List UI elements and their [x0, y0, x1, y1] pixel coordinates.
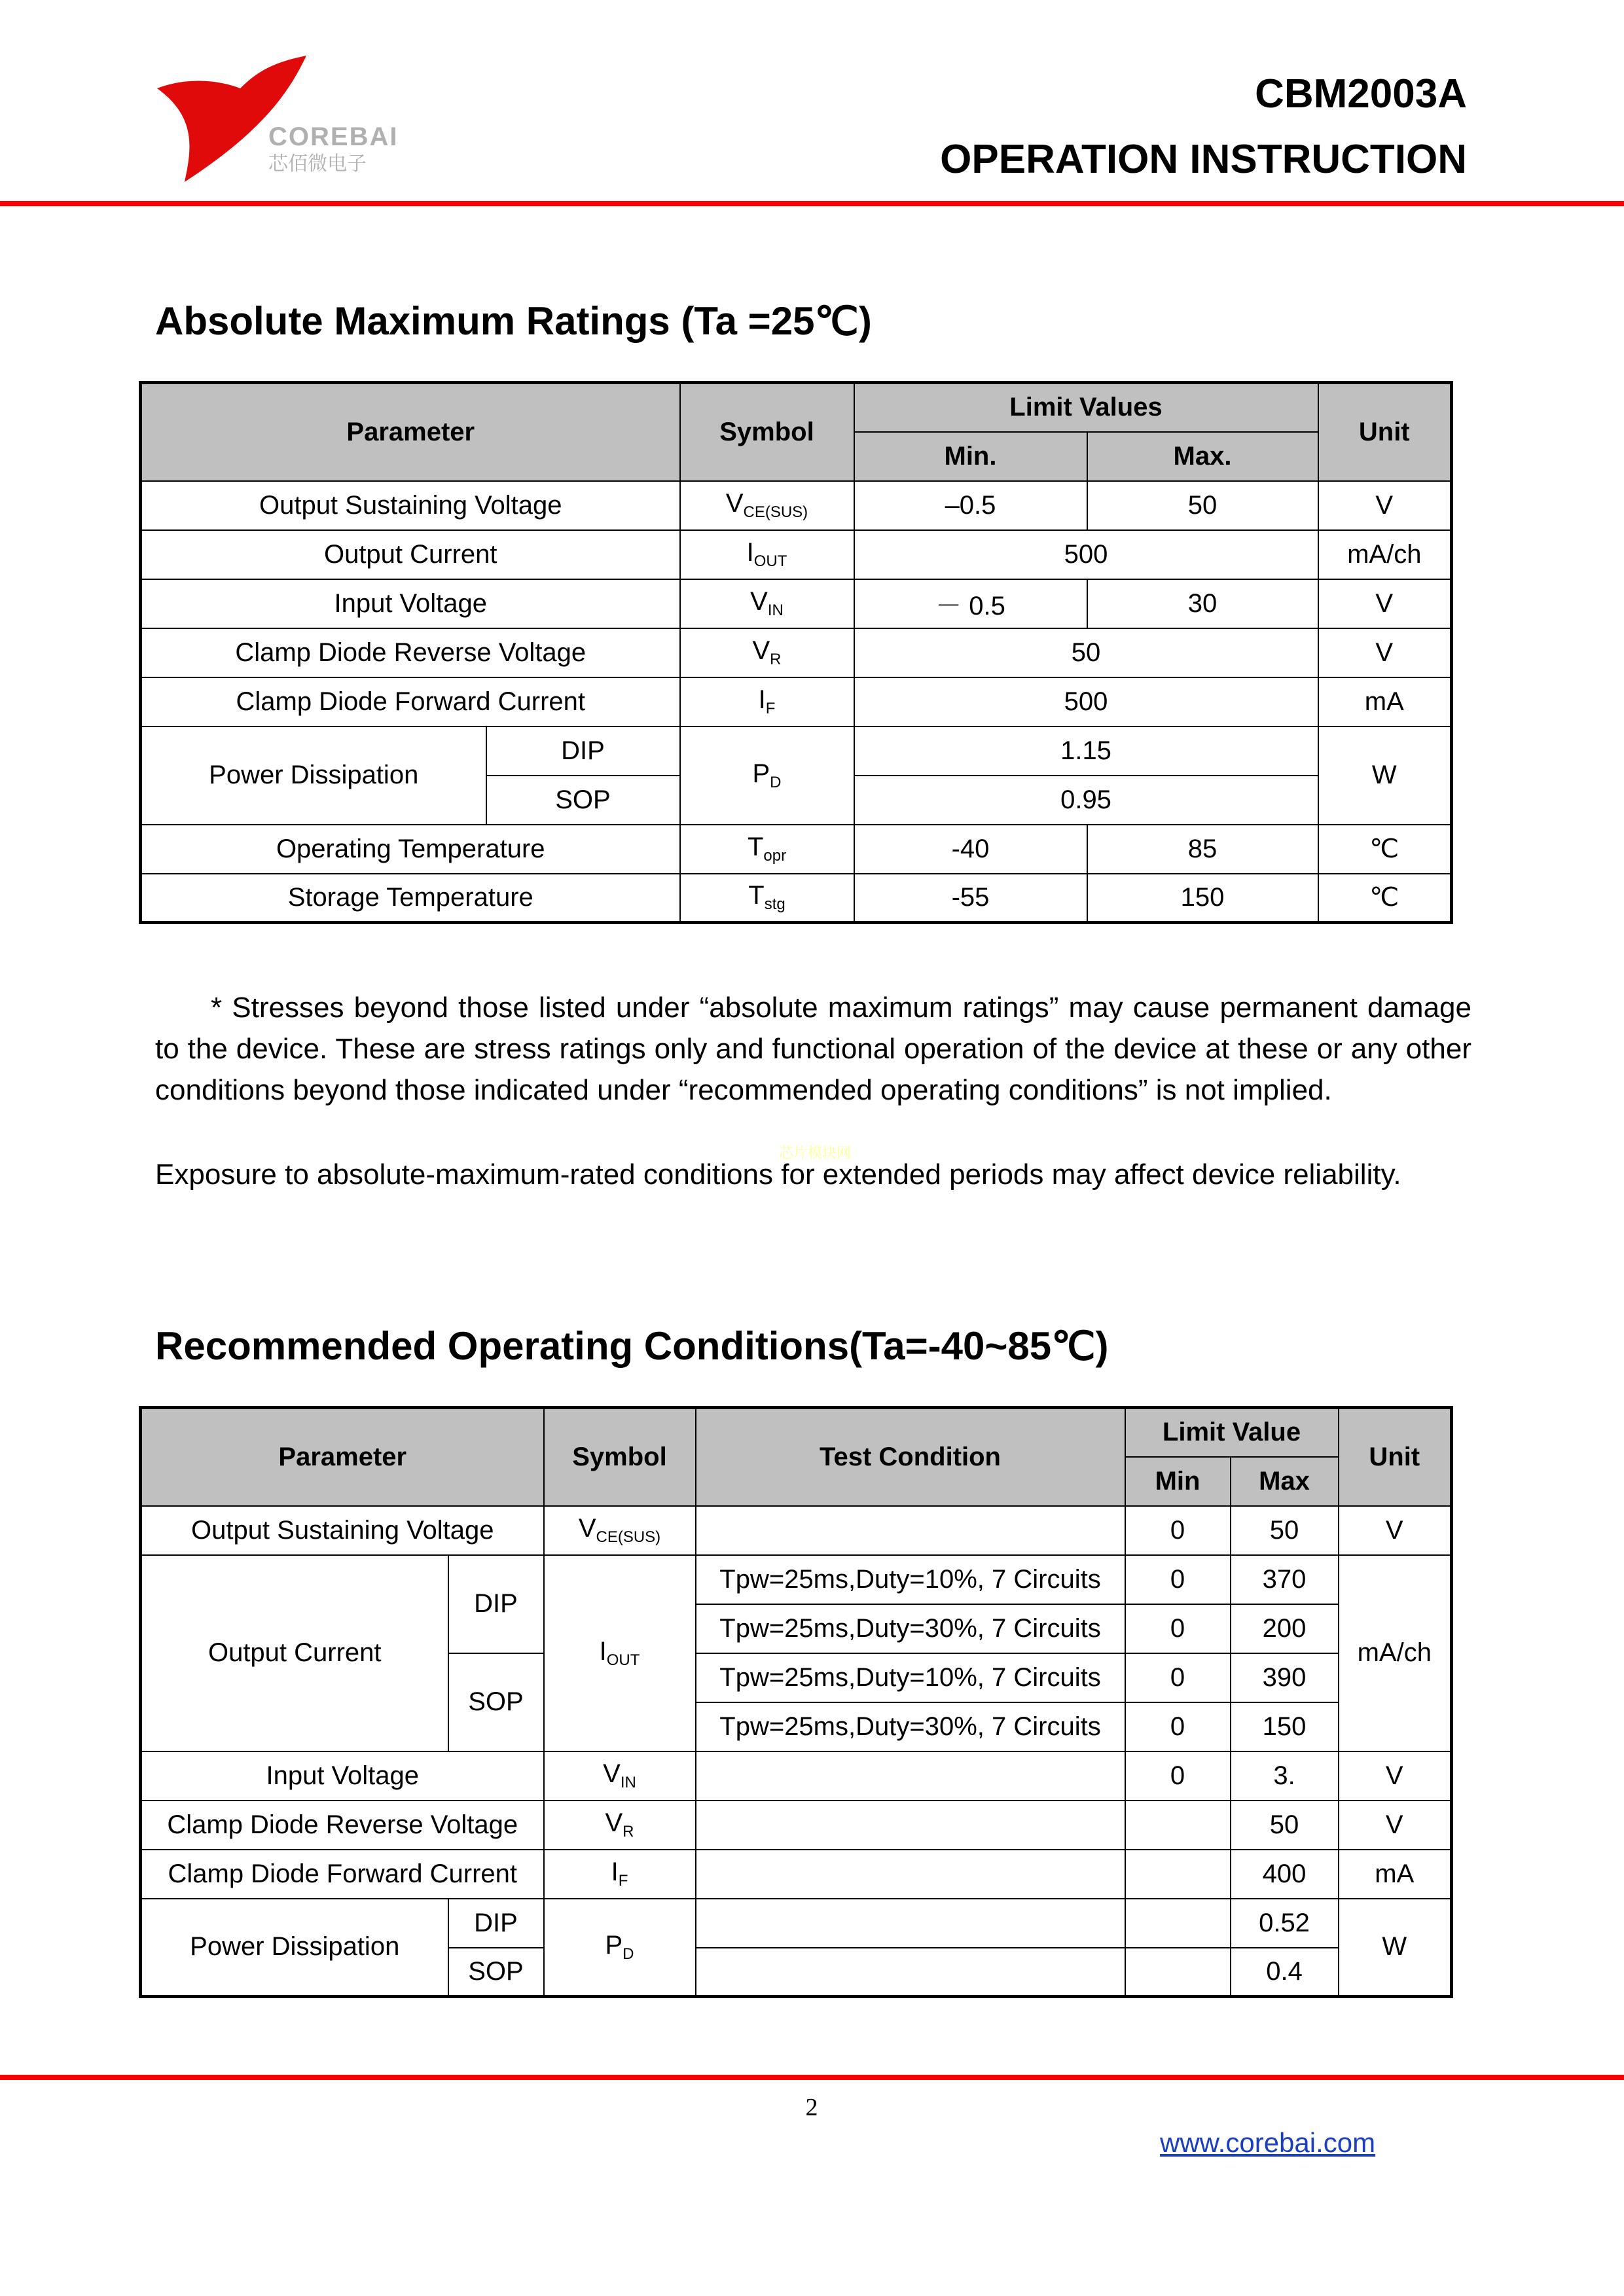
- table-cell: 0: [1125, 1653, 1231, 1702]
- table-row: [141, 628, 1452, 677]
- table-cell: Output Sustaining Voltage: [141, 1506, 544, 1555]
- table-cell: － 0.5: [854, 579, 1087, 628]
- symbol: T: [747, 833, 764, 861]
- symbol-cell: [680, 481, 854, 530]
- table-cell: DIP: [486, 726, 680, 776]
- col-header: Max: [1231, 1457, 1339, 1506]
- table-cell: 0.95: [854, 776, 1318, 825]
- table-cell: SOP: [448, 1653, 544, 1751]
- table-cell: Output Sustaining Voltage: [141, 481, 680, 530]
- symbol: P: [605, 1930, 623, 1960]
- col-header: Test Condition: [696, 1408, 1125, 1506]
- note-paragraph: * Stresses beyond those listed under “absolute maximum ratings” may cause permanent damage to the device. These are stress ratings only and functional operation of the device at these or any other conditions beyond those indicated under “recommended operating conditions” is not implied.: [155, 992, 1471, 1106]
- table-cell: 0.4: [1231, 1948, 1339, 1997]
- table-cell: 0: [1125, 1555, 1231, 1604]
- abs-max-table: [139, 381, 1453, 924]
- symbol: I: [758, 685, 766, 714]
- table-cell: 0.52: [1231, 1899, 1339, 1948]
- table-cell: Tpw=25ms,Duty=10%, 7 Circuits: [696, 1653, 1125, 1702]
- abs-max-title: Absolute Maximum Ratings (Ta =25℃): [155, 299, 872, 343]
- table-cell: W: [1318, 726, 1452, 825]
- table-cell: V: [1339, 1506, 1452, 1555]
- table-cell: SOP: [486, 776, 680, 825]
- empty-cell: [1125, 1850, 1231, 1899]
- table-cell: 85: [1087, 825, 1318, 874]
- symbol: V: [725, 489, 744, 518]
- table-cell: 50: [1231, 1506, 1339, 1555]
- table-cell: Input Voltage: [141, 1751, 544, 1801]
- table-cell: Clamp Diode Reverse Voltage: [141, 1801, 544, 1850]
- symbol-subscript: R: [770, 651, 782, 668]
- table-cell: V: [1339, 1801, 1452, 1850]
- symbol-cell: [544, 1555, 696, 1751]
- table-cell: Tpw=25ms,Duty=30%, 7 Circuits: [696, 1702, 1125, 1751]
- symbol-subscript: D: [770, 773, 782, 791]
- table-cell: DIP: [448, 1555, 544, 1653]
- symbol-cell: [544, 1850, 696, 1899]
- empty-cell: [696, 1801, 1125, 1850]
- symbol-subscript: stg: [764, 895, 785, 914]
- symbol-cell: [680, 874, 854, 923]
- table-cell: Tpw=25ms,Duty=30%, 7 Circuits: [696, 1604, 1125, 1653]
- table-cell: V: [1339, 1751, 1452, 1801]
- table-row: [141, 1801, 1452, 1850]
- symbol-subscript: F: [765, 700, 776, 717]
- corebai-logo: [152, 52, 401, 183]
- table-cell: 370: [1231, 1555, 1339, 1604]
- table-cell: Operating Temperature: [141, 825, 680, 874]
- table-cell: mA: [1339, 1850, 1452, 1899]
- col-header: Symbol: [544, 1408, 696, 1506]
- table-cell: 50: [1087, 481, 1318, 530]
- table-cell: Clamp Diode Reverse Voltage: [141, 628, 680, 677]
- page-number: 2: [805, 2094, 818, 2121]
- col-header: Min: [1125, 1457, 1231, 1506]
- symbol: I: [611, 1857, 619, 1886]
- table-cell: Storage Temperature: [141, 874, 680, 923]
- empty-cell: [696, 1751, 1125, 1801]
- part-number: CBM2003A: [1255, 71, 1467, 117]
- table-cell: 150: [1087, 874, 1318, 923]
- svg-text:芯佰微电子: 芯佰微电子: [268, 152, 367, 175]
- symbol-cell: [544, 1506, 696, 1555]
- symbol: V: [603, 1759, 621, 1788]
- symbol-cell: [680, 726, 854, 825]
- symbol: V: [752, 636, 770, 665]
- symbol-subscript: OUT: [606, 1651, 640, 1669]
- table-cell: V: [1318, 579, 1452, 628]
- symbol: I: [746, 538, 754, 567]
- empty-cell: [696, 1948, 1125, 1997]
- symbol: P: [752, 759, 770, 788]
- symbol-subscript: CE(SUS): [743, 503, 808, 521]
- symbol-cell: [544, 1751, 696, 1801]
- table-row: [141, 677, 1452, 726]
- table-cell: Output Current: [141, 530, 680, 579]
- symbol-subscript: F: [618, 1872, 628, 1890]
- empty-cell: [1125, 1899, 1231, 1948]
- col-header: Unit: [1339, 1408, 1452, 1506]
- col-header: Symbol: [680, 383, 854, 481]
- col-header: Parameter: [141, 1408, 544, 1506]
- col-header: Limit Values: [854, 383, 1318, 432]
- table-cell: 0: [1125, 1751, 1231, 1801]
- table-row: [141, 1751, 1452, 1801]
- col-header: Limit Value: [1125, 1408, 1339, 1457]
- table-cell: mA/ch: [1318, 530, 1452, 579]
- table-row: [141, 726, 1452, 776]
- footer-divider: [0, 2075, 1624, 2080]
- doc-type: OPERATION INSTRUCTION: [940, 137, 1467, 182]
- table-row: [141, 1850, 1452, 1899]
- table-cell: 0: [1125, 1702, 1231, 1751]
- table-cell: 50: [1231, 1801, 1339, 1850]
- table-cell: Input Voltage: [141, 579, 680, 628]
- table-cell: –0.5: [854, 481, 1087, 530]
- svg-text:COREBAI: COREBAI: [268, 122, 399, 151]
- symbol-subscript: IN: [620, 1774, 636, 1791]
- symbol-subscript: OUT: [753, 552, 787, 570]
- table-cell: 500: [854, 530, 1318, 579]
- table-row: [141, 1506, 1452, 1555]
- symbol-subscript: D: [623, 1945, 634, 1963]
- table-cell: 50: [854, 628, 1318, 677]
- table-cell: Power Dissipation: [141, 1899, 448, 1997]
- table-cell: Output Current: [141, 1555, 448, 1751]
- empty-cell: [696, 1850, 1125, 1899]
- table-cell: ℃: [1318, 825, 1452, 874]
- table-cell: 1.15: [854, 726, 1318, 776]
- empty-cell: [696, 1506, 1125, 1555]
- table-cell: V: [1318, 628, 1452, 677]
- table-cell: -40: [854, 825, 1087, 874]
- symbol-cell: [680, 530, 854, 579]
- rec-title: Recommended Operating Conditions(Ta=-40~85℃): [155, 1324, 1109, 1368]
- symbol: V: [605, 1808, 623, 1837]
- table-cell: V: [1318, 481, 1452, 530]
- table-cell: 150: [1231, 1702, 1339, 1751]
- table-cell: 30: [1087, 579, 1318, 628]
- symbol-cell: [544, 1801, 696, 1850]
- note-paragraph-2: Exposure to absolute-maximum-rated conditions for extended periods may affect device reliability.: [155, 1158, 1401, 1191]
- col-header: Unit: [1318, 383, 1452, 481]
- table-cell: 390: [1231, 1653, 1339, 1702]
- symbol-cell: [544, 1899, 696, 1997]
- table-cell: 200: [1231, 1604, 1339, 1653]
- table-row: [141, 530, 1452, 579]
- table-cell: 0: [1125, 1506, 1231, 1555]
- symbol-cell: [680, 825, 854, 874]
- col-header: Parameter: [141, 383, 680, 481]
- table-row: [141, 825, 1452, 874]
- website-link[interactable]: www.corebai.com: [1160, 2127, 1376, 2158]
- table-cell: SOP: [448, 1948, 544, 1997]
- empty-cell: [1125, 1801, 1231, 1850]
- table-cell: -55: [854, 874, 1087, 923]
- table-cell: mA: [1318, 677, 1452, 726]
- header-divider: [0, 201, 1624, 206]
- table-cell: 500: [854, 677, 1318, 726]
- table-cell: 0: [1125, 1604, 1231, 1653]
- table-row: [141, 874, 1452, 923]
- symbol-subscript: opr: [763, 847, 787, 865]
- symbol: V: [750, 587, 768, 616]
- rec-table: [139, 1406, 1453, 1998]
- empty-cell: [1125, 1948, 1231, 1997]
- col-header: Min.: [854, 432, 1087, 481]
- symbol-subscript: R: [623, 1823, 634, 1840]
- symbol-cell: [680, 628, 854, 677]
- table-row: [141, 481, 1452, 530]
- table-row: [141, 1555, 1452, 1604]
- table-cell: Power Dissipation: [141, 726, 486, 825]
- symbol-subscript: IN: [767, 601, 784, 619]
- symbol-cell: [680, 579, 854, 628]
- table-cell: ℃: [1318, 874, 1452, 923]
- table-cell: W: [1339, 1899, 1452, 1997]
- symbol-cell: [680, 677, 854, 726]
- symbol-subscript: CE(SUS): [596, 1528, 661, 1546]
- symbol: I: [599, 1636, 607, 1666]
- table-row: [141, 1899, 1452, 1948]
- table-cell: Tpw=25ms,Duty=10%, 7 Circuits: [696, 1555, 1125, 1604]
- empty-cell: [696, 1899, 1125, 1948]
- watermark: 芯片模块网: [779, 1145, 852, 1161]
- table-row: [141, 579, 1452, 628]
- table-cell: DIP: [448, 1899, 544, 1948]
- table-cell: Clamp Diode Forward Current: [141, 677, 680, 726]
- table-cell: Clamp Diode Forward Current: [141, 1850, 544, 1899]
- symbol: V: [578, 1514, 596, 1543]
- col-header: Max.: [1087, 432, 1318, 481]
- table-cell: 3.: [1231, 1751, 1339, 1801]
- symbol: T: [748, 881, 765, 910]
- table-cell: 400: [1231, 1850, 1339, 1899]
- table-cell: mA/ch: [1339, 1555, 1452, 1751]
